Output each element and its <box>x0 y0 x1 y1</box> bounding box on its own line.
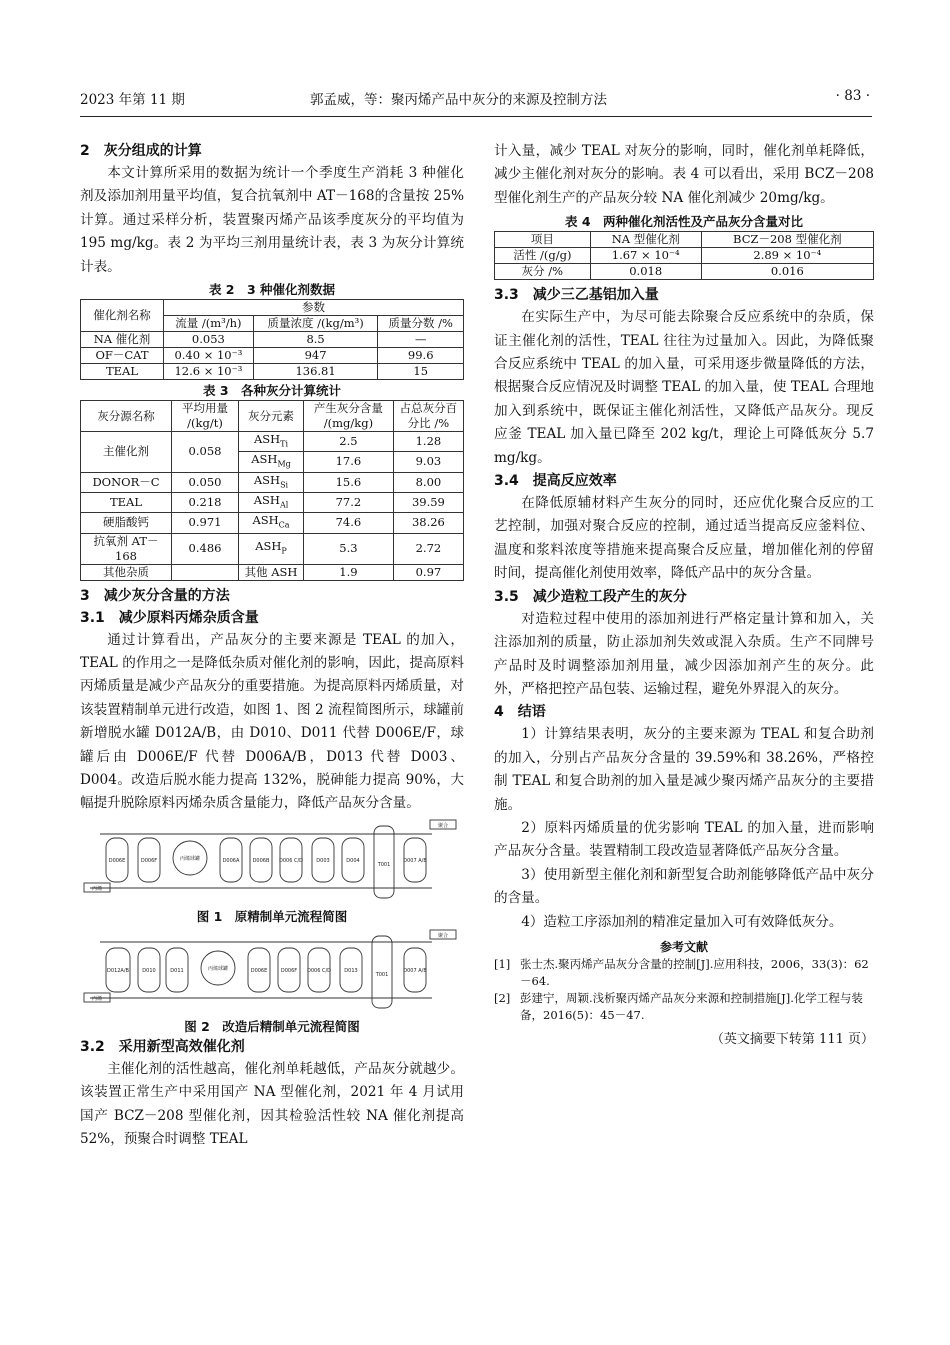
table-cell: 38.26 <box>393 513 463 533</box>
table-cell: TEAL <box>81 492 172 512</box>
table-4-caption: 表 4 两种催化剂活性及产品灰分含量对比 <box>564 214 804 230</box>
table-2 <box>80 299 464 380</box>
figure-2 <box>80 926 464 1036</box>
ash-symbol: ASH <box>253 432 281 447</box>
references-title: 参考文献 <box>659 939 708 954</box>
journal-issue: 2023 年第 11 期 <box>80 92 185 108</box>
table-cell <box>239 533 304 564</box>
section-3-3-paragraph: 在实际生产中，为尽可能去除聚合反应系统中的杂质，保证主催化剂的活性，TEAL 往往为过量加入。因此，为降低聚合反应系统中 TEAL 的加入量，可采用逐步微量降低的方法，根据聚合反应情况及时调整 TEAL 的加入量，使 TEAL 合理地加入到系统中，既保证主催化剂活性，又降低产品灰分。现反应釜 TEAL 加入量已降至 202 kg/t，理论上可降低灰分 5.7 mg/kg。 <box>494 309 874 466</box>
vessel-label: D007 A/B <box>403 857 427 864</box>
table-row <box>81 533 464 564</box>
section-3-5-title: 3.5 减少造粒工段产生的灰分 <box>494 588 687 605</box>
table-3-header: 灰分元素 <box>239 401 304 432</box>
header-rule <box>80 116 872 117</box>
table-cell <box>239 432 304 452</box>
table-cell: 灰分 /% <box>495 264 591 280</box>
running-header <box>80 88 870 108</box>
table-row <box>81 492 464 512</box>
inlet-label: 丙烯 <box>91 995 103 1002</box>
vessel-label: D006E <box>250 967 268 974</box>
section-3-2-continued: 计入量，减少 TEAL 对灰分的影响，同时，催化剂单耗降低，减少主催化剂对灰分的影响。表 4 可以看出，采用 BCZ－208 型催化剂生产的产品灰分较 NA 催化剂减少 20mg/kg。 <box>494 143 874 206</box>
vessel-label: D006A <box>222 857 240 864</box>
table-2-header-col: 质量浓度 /(kg/m³) <box>253 316 378 332</box>
table-cell: 主催化剂 <box>81 432 172 473</box>
table-cell: 其他杂质 <box>81 564 172 580</box>
table-cell <box>239 492 304 512</box>
table-cell: 2.5 <box>304 432 394 452</box>
ash-subscript: Al <box>279 500 289 510</box>
vessel-label: D006B <box>252 857 270 864</box>
table-cell: 2.72 <box>393 533 463 564</box>
table-cell: NA 催化剂 <box>81 332 164 348</box>
table-row <box>81 513 464 533</box>
table-cell: 0.97 <box>393 564 463 580</box>
ash-subscript: Ca <box>278 520 290 530</box>
section-3-3-title: 3.3 减少三乙基铝加入量 <box>494 287 659 304</box>
vessel-label: D003 <box>316 857 330 864</box>
figure-2-diagram <box>80 926 464 1018</box>
vessel-label: 丙烯球罐 <box>207 965 229 972</box>
table-2-header-col: 质量分数 /% <box>378 316 464 332</box>
inlet-label: 丙烯 <box>91 885 103 892</box>
table-cell: 15 <box>378 364 464 380</box>
conclusion-item: 1）计算结果表明，灰分的主要来源为 TEAL 和复合助剂的加入，分别占产品灰分含量的 39.59%和 38.26%，严格控制 TEAL 和复合助剂的加入量是减少聚丙烯产品灰分的主要措施。 <box>494 726 874 813</box>
table-cell: 136.81 <box>253 364 378 380</box>
table-cell: TEAL <box>81 364 164 380</box>
vessel-label: 丙烯球罐 <box>179 855 201 862</box>
section-3-title: 3 减少灰分含量的方法 <box>80 587 230 604</box>
ash-subscript: P <box>281 546 287 556</box>
ash-subscript: Mg <box>277 459 291 469</box>
table-row <box>495 264 874 280</box>
ash-symbol: ASH <box>251 452 278 467</box>
table-cell: 15.6 <box>304 472 394 492</box>
table-2-header-name: 催化剂名称 <box>81 300 164 332</box>
vessel-label: D006 C/D <box>306 967 332 974</box>
table-3-header: 产生灰分含量 /(mg/kg) <box>304 401 394 432</box>
table-cell: — <box>378 332 464 348</box>
table-row <box>81 332 464 348</box>
table-cell: 1.67 × 10⁻⁴ <box>590 248 701 264</box>
conclusion-item: 2）原料丙烯质量的优劣影响 TEAL 的加入量，进而影响产品灰分含量。装置精制工段改造显著降低产品灰分含量。 <box>494 819 874 860</box>
table-cell: 77.2 <box>304 492 394 512</box>
table-4-header: 项目 <box>495 232 591 248</box>
table-row <box>81 364 464 380</box>
table-cell: 12.6 × 10⁻³ <box>164 364 254 380</box>
table-cell: 其他 ASH <box>239 564 304 580</box>
ash-subscript: Si <box>280 479 289 489</box>
table-4 <box>494 231 874 280</box>
table-cell: 8.5 <box>253 332 378 348</box>
figure-1 <box>80 816 464 926</box>
table-row <box>81 432 464 452</box>
table-cell: 0.053 <box>164 332 254 348</box>
vessel-label: T001 <box>375 971 389 978</box>
right-column <box>494 140 874 1047</box>
vessel-label: D011 <box>170 967 184 974</box>
table-cell: 1.9 <box>304 564 394 580</box>
vessel-label: D012A/B <box>107 967 129 974</box>
vessel-label: D006 C/D <box>278 857 304 864</box>
vessel-label: D004 <box>346 857 360 864</box>
vessel-label: D006F <box>140 857 158 864</box>
figure-1-caption: 图 1 原精制单元流程简图 <box>196 908 348 924</box>
table-cell: 39.59 <box>393 492 463 512</box>
table-cell: 0.016 <box>701 264 873 280</box>
table-cell: 947 <box>253 348 378 364</box>
table-cell: 0.218 <box>172 492 239 512</box>
table-cell <box>239 472 304 492</box>
table-cell <box>239 513 304 533</box>
section-3-2-paragraph: 主催化剂的活性越高，催化剂单耗越低，产品灰分就越少。该装置正常生产中采用国产 NA 型催化剂，2021 年 4 月试用国产 BCZ－208 型催化剂，因其检验活性较 NA 催化剂提高 52%，预聚合时调整 TEAL <box>80 1060 464 1147</box>
section-3-1-paragraph: 通过计算看出，产品灰分的主要来源是 TEAL 的加入，TEAL 的作用之一是降低杂质对催化剂的影响，因此，提高原料丙烯质量是减少产品灰分的重要措施。为提高原料丙烯质量，对该装置精制单元进行改造，如图 1、图 2 流程简图所示，球罐前新增脱水罐 D012A/B，由 D010、D011 代替 D006E/F，球罐后由 D006E/F 代替 D006A/B，D013 代替 D003、D004。改造后脱水能力提高 132%，脱砷能力提高 90%，大幅提升脱除原料丙烯杂质含量能力，降低产品灰分含量。 <box>80 631 464 812</box>
section-3-4-title: 3.4 提高反应效率 <box>494 473 617 490</box>
vessel-label: T001 <box>377 861 391 868</box>
table-3-header: 占总灰分百分比 /% <box>393 401 463 432</box>
table-cell: 1.28 <box>393 432 463 452</box>
section-3-1-title: 3.1 减少原料丙烯杂质含量 <box>80 609 259 626</box>
reference-number: [2] <box>494 990 511 1005</box>
table-cell <box>172 564 239 580</box>
ash-symbol: ASH <box>253 472 281 487</box>
table-cell: 0.058 <box>172 432 239 473</box>
reference-number: [1] <box>494 956 511 971</box>
section-2-title: 2 灰分组成的计算 <box>80 143 202 159</box>
table-cell: DONOR－C <box>81 472 172 492</box>
table-cell: 0.971 <box>172 513 239 533</box>
table-2-header-params: 参数 <box>164 300 464 316</box>
vessel-label: D013 <box>344 967 358 974</box>
table-cell: 0.018 <box>590 264 701 280</box>
table-4-header: NA 型催化剂 <box>590 232 701 248</box>
vessel-label: D010 <box>142 967 156 974</box>
ash-subscript: Ti <box>280 439 289 449</box>
table-cell <box>239 452 304 472</box>
table-2-caption: 表 2 3 种催化剂数据 <box>208 282 336 298</box>
table-cell: 99.6 <box>378 348 464 364</box>
table-cell: 0.40 × 10⁻³ <box>164 348 254 364</box>
table-3-caption: 表 3 各种灰分计算统计 <box>202 383 342 399</box>
table-row <box>495 248 874 264</box>
table-row <box>81 472 464 492</box>
table-cell: 硬脂酸钙 <box>81 513 172 533</box>
reference-item <box>494 956 874 990</box>
table-cell: 17.6 <box>304 452 394 472</box>
outlet-label: 聚合 <box>437 932 449 939</box>
table-row <box>81 564 464 580</box>
article-running-title: 郭孟威，等：聚丙烯产品中灰分的来源及控制方法 <box>310 92 607 108</box>
vessel-label: D006F <box>280 967 298 974</box>
vessel-label: D006E <box>108 857 126 864</box>
ash-symbol: ASH <box>252 513 279 528</box>
page-number: · 83 · <box>835 88 870 104</box>
section-4-title: 4 结语 <box>494 704 546 721</box>
table-2-header-col: 流量 /(m³/h) <box>164 316 254 332</box>
section-3-2-title: 3.2 采用新型高效催化剂 <box>80 1038 245 1055</box>
table-4-header: BCZ－208 型催化剂 <box>701 232 873 248</box>
left-column <box>80 140 464 1151</box>
table-cell: 0.050 <box>172 472 239 492</box>
conclusion-item: 4）造粒工序添加剂的精准定量加入可有效降低灰分。 <box>521 913 843 930</box>
table-row <box>81 348 464 364</box>
table-cell: 抗氧剂 AT－168 <box>81 533 172 564</box>
ash-symbol: ASH <box>253 492 280 507</box>
table-3-header: 灰分源名称 <box>81 401 172 432</box>
table-3 <box>80 400 464 580</box>
reference-text: 张士杰.聚丙烯产品灰分含量的控制[J].应用科技，2006，33(3)：62－64. <box>520 956 869 988</box>
figure-2-caption: 图 2 改造后精制单元流程简图 <box>184 1018 360 1034</box>
table-cell: 5.3 <box>304 533 394 564</box>
ash-symbol: ASH <box>255 538 282 553</box>
table-cell: 74.6 <box>304 513 394 533</box>
reference-text: 彭建宁，周颖.浅析聚丙烯产品灰分来源和控制措施[J].化学工程与装备，2016(5)：45－47. <box>520 990 863 1022</box>
outlet-label: 聚合 <box>437 822 449 829</box>
continued-note: （英文摘要下转第 111 页） <box>710 1031 874 1047</box>
section-3-5-paragraph: 对造粒过程中使用的添加剂进行严格定量计算和加入，关注添加剂的质量，防止添加剂失效或混入杂质。生产不同牌号产品时及时调整添加剂用量，减少因添加剂产生的灰分。此外，严格把控产品包装、运输过程，避免外界混入的灰分。 <box>494 610 874 697</box>
section-3-4-paragraph: 在降低原辅材料产生灰分的同时，还应优化聚合反应的工艺控制，加强对聚合反应的控制，通过适当提高反应釜料位、温度和浆料浓度等措施来提高聚合反应量，增加催化剂的停留时间，提高催化剂使用效率，降低产品中的灰分含量。 <box>494 495 874 582</box>
reference-item <box>494 990 874 1024</box>
table-cell: 活性 /(g/g) <box>495 248 591 264</box>
table-cell: 9.03 <box>393 452 463 472</box>
vessel-label: D007 A/B <box>403 967 427 974</box>
section-2-paragraph: 本文计算所采用的数据为统计一个季度生产消耗 3 种催化剂及添加剂用量平均值，复合抗氧剂中 AT－168的含量按 25%计算。通过采样分析，装置聚丙烯产品该季度灰分的平均值为 195 mg/kg。表 2 为平均三剂用量统计表，表 3 为灰分计算统计表。 <box>80 165 464 275</box>
table-3-header: 平均用量 /(kg/t) <box>172 401 239 432</box>
table-cell: OF－CAT <box>81 348 164 364</box>
table-cell: 8.00 <box>393 472 463 492</box>
conclusion-item: 3）使用新型主催化剂和新型复合助剂能够降低产品中灰分的含量。 <box>494 866 874 907</box>
table-cell: 2.89 × 10⁻⁴ <box>701 248 873 264</box>
table-cell: 0.486 <box>172 533 239 564</box>
figure-1-diagram <box>80 816 464 908</box>
